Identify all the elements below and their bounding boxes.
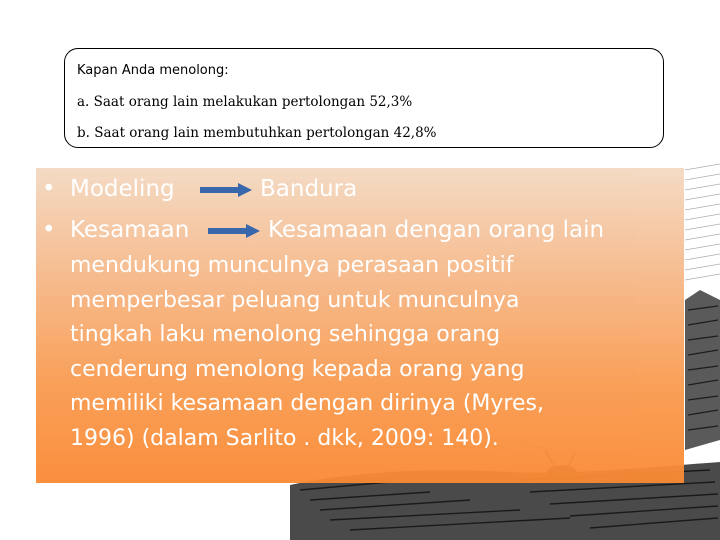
callout-option-a: a. Saat orang lain melakukan pertolongan 52,3%	[77, 94, 413, 110]
bullet-marker: •	[42, 217, 56, 243]
paragraph-line: tingkah laku menolong sehingga orang	[70, 322, 501, 347]
paragraph-line: cenderung menolong kepada orang yang	[70, 356, 525, 382]
paragraph-line: memiliki kesamaan dengan dirinya (Myres,	[70, 391, 544, 416]
paragraph-line: mendukung munculnya perasaan positif	[70, 253, 514, 278]
content-panel	[36, 168, 684, 483]
paragraph-line: 1996) (dalam Sarlito . dkk, 2009: 140).	[70, 425, 499, 451]
callout-question: Kapan Anda menolong:	[77, 63, 229, 78]
paragraph-line: memperbesar peluang untuk munculnya	[70, 287, 520, 313]
right-arrow-icon	[200, 183, 252, 197]
bullet-marker: •	[42, 176, 56, 202]
right-arrow-icon	[208, 224, 260, 238]
bullet-term: Modeling	[70, 176, 175, 202]
bullet-target: Bandura	[260, 176, 358, 202]
bullet-continuation-text	[70, 249, 680, 456]
bullet-term: Kesamaan	[70, 217, 190, 243]
poll-callout-box	[64, 48, 664, 148]
callout-option-b: b. Saat orang lain membutuhkan pertolongan 42,8%	[77, 125, 437, 141]
bullet-target: Kesamaan dengan orang lain	[268, 217, 605, 243]
